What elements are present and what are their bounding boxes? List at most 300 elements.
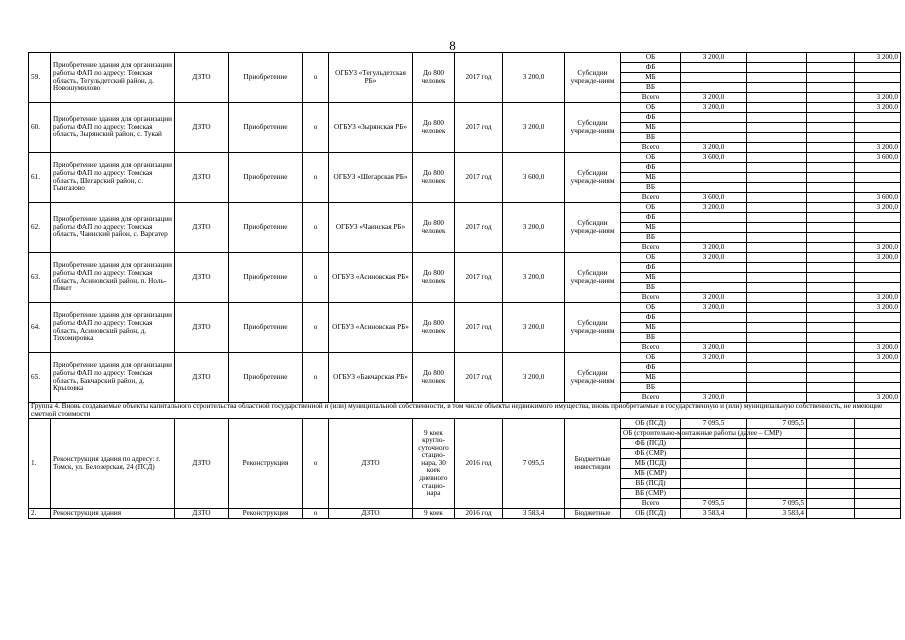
- amount-cell: [807, 303, 855, 313]
- amount-cell: [747, 489, 807, 499]
- work-type: Приобретение: [229, 53, 303, 103]
- amount-cell: [807, 213, 855, 223]
- recipient: ОГБУЗ «Тегульдетская РБ»: [329, 53, 413, 103]
- table-row: [29, 203, 901, 213]
- amount-cell: 3 200,0: [681, 393, 747, 403]
- funding-source: ВБ: [621, 183, 681, 193]
- funding-source: ФБ (ПСД): [621, 439, 681, 449]
- amount-cell: 3 600,0: [681, 153, 747, 163]
- row-number: 59.: [29, 53, 51, 103]
- funding-source: ОБ: [621, 53, 681, 63]
- cost: 3 600,0: [503, 153, 565, 203]
- amount-cell: [747, 449, 807, 459]
- amount-cell: 3 200,0: [681, 203, 747, 213]
- funding-type: Субсидии учрежде-ниям: [565, 203, 621, 253]
- recipient: ОГБУЗ «Асиновская РБ»: [329, 253, 413, 303]
- row-number: 65.: [29, 353, 51, 403]
- amount-cell: [747, 363, 807, 373]
- funding-type: Субсидии учрежде-ниям: [565, 103, 621, 153]
- recipient: ОГБУЗ «Шегарская РБ»: [329, 153, 413, 203]
- amount-cell: [681, 233, 747, 243]
- customer: ДЗТО: [175, 153, 229, 203]
- project-name: Приобретение здания для организации работы ФАП по адресу: Томская область, Шегарский район, с. Гынгазово: [51, 153, 175, 203]
- row-number: 62.: [29, 203, 51, 253]
- amount-cell: [681, 173, 747, 183]
- amount-cell: [807, 393, 855, 403]
- row-number: 63.: [29, 253, 51, 303]
- funding-type: Субсидии учрежде-ниям: [565, 153, 621, 203]
- amount-cell: [855, 133, 901, 143]
- amount-cell: [855, 123, 901, 133]
- recipient: ДЗТО: [329, 509, 413, 519]
- amount-cell: [855, 439, 901, 449]
- amount-cell: [747, 143, 807, 153]
- row-number: 60.: [29, 103, 51, 153]
- cost: 3 583,4: [503, 509, 565, 519]
- amount-cell: 3 200,0: [681, 253, 747, 263]
- amount-cell: 3 583,4: [681, 509, 747, 519]
- amount-cell: [807, 363, 855, 373]
- amount-cell: [747, 353, 807, 363]
- funding-source: ФБ: [621, 113, 681, 123]
- funding-source: Всего: [621, 93, 681, 103]
- amount-cell: [747, 333, 807, 343]
- work-type: Приобретение: [229, 203, 303, 253]
- amount-cell: 3 200,0: [681, 303, 747, 313]
- amount-cell: 3 200,0: [681, 53, 747, 63]
- amount-cell: [807, 479, 855, 489]
- funding-source: ВБ: [621, 233, 681, 243]
- amount-cell: [681, 439, 747, 449]
- funding-type: Субсидии учрежде-ниям: [565, 53, 621, 103]
- page-number: 8: [449, 38, 456, 53]
- amount-cell: [855, 489, 901, 499]
- funding-source: МБ: [621, 373, 681, 383]
- group-heading-row: [29, 403, 901, 419]
- amount-cell: [747, 439, 807, 449]
- funding-source: Всего: [621, 293, 681, 303]
- amount-cell: [747, 53, 807, 63]
- amount-cell: [681, 273, 747, 283]
- cost: 7 095,5: [503, 419, 565, 509]
- amount-cell: [855, 273, 901, 283]
- work-type: Приобретение: [229, 103, 303, 153]
- funding-source: МБ (ПСД): [621, 459, 681, 469]
- project-name: Приобретение здания для организации работы ФАП по адресу: Томская область, Зырянский район, с. Тукай: [51, 103, 175, 153]
- amount-cell: 3 600,0: [855, 193, 901, 203]
- amount-cell: 3 600,0: [681, 193, 747, 203]
- amount-cell: [807, 509, 855, 519]
- amount-cell: [807, 273, 855, 283]
- amount-cell: [747, 213, 807, 223]
- amount-cell: [855, 479, 901, 489]
- funding-source: ФБ: [621, 213, 681, 223]
- amount-cell: [747, 163, 807, 173]
- funding-source: ВБ (ПСД): [621, 479, 681, 489]
- funding-source: ОБ: [621, 353, 681, 363]
- amount-cell: [807, 83, 855, 93]
- project-name: Приобретение здания для организации работы ФАП по адресу: Томская область, Асиновский район, п. Ноль-Пикет: [51, 253, 175, 303]
- amount-cell: [747, 459, 807, 469]
- amount-cell: [855, 63, 901, 73]
- year: 2017 год: [455, 253, 503, 303]
- funding-source: ВБ: [621, 333, 681, 343]
- customer: ДЗТО: [175, 419, 229, 509]
- amount-cell: [807, 173, 855, 183]
- amount-cell: [747, 243, 807, 253]
- amount-cell: [807, 313, 855, 323]
- amount-cell: [747, 73, 807, 83]
- amount-cell: [807, 499, 855, 509]
- amount-cell: [855, 373, 901, 383]
- amount-cell: 7 095,5: [747, 419, 807, 429]
- amount-cell: [747, 323, 807, 333]
- amount-cell: 3 200,0: [681, 93, 747, 103]
- amount-cell: [855, 333, 901, 343]
- funding-type: Субсидии учрежде-ниям: [565, 303, 621, 353]
- amount-cell: [807, 353, 855, 363]
- amount-cell: [807, 449, 855, 459]
- funding-source: Всего: [621, 343, 681, 353]
- year: 2017 год: [455, 303, 503, 353]
- amount-cell: 3 583,4: [747, 509, 807, 519]
- amount-cell: [747, 253, 807, 263]
- table-row: [29, 153, 901, 163]
- funding-source: ВБ: [621, 83, 681, 93]
- amount-cell: [681, 313, 747, 323]
- funding-source: Всего: [621, 143, 681, 153]
- funding-source: ОБ: [621, 153, 681, 163]
- amount-cell: 3 200,0: [855, 53, 901, 63]
- customer: ДЗТО: [175, 509, 229, 519]
- amount-cell: [747, 193, 807, 203]
- amount-cell: 3 200,0: [855, 393, 901, 403]
- mark: о: [303, 53, 329, 103]
- cost: 3 200,0: [503, 53, 565, 103]
- amount-cell: [681, 113, 747, 123]
- amount-cell: 7 095,5: [681, 499, 747, 509]
- capacity: 9 коек: [413, 509, 455, 519]
- capacity: До 800 человек: [413, 103, 455, 153]
- amount-cell: [807, 223, 855, 233]
- recipient: ДЗТО: [329, 419, 413, 509]
- amount-cell: [807, 243, 855, 253]
- amount-cell: 3 200,0: [855, 143, 901, 153]
- amount-cell: [855, 213, 901, 223]
- customer: ДЗТО: [175, 253, 229, 303]
- mark: о: [303, 103, 329, 153]
- amount-cell: [807, 203, 855, 213]
- funding-source: ОБ (ПСД): [621, 509, 681, 519]
- amount-cell: 7 095,5: [681, 419, 747, 429]
- amount-cell: [807, 133, 855, 143]
- amount-cell: [747, 83, 807, 93]
- amount-cell: [855, 383, 901, 393]
- funding-source: ОБ (строительно-монтажные работы (далее – СМР): [621, 429, 681, 439]
- amount-cell: [807, 73, 855, 83]
- funding-source: МБ: [621, 223, 681, 233]
- funding-type: Бюджетные инвестиции: [565, 419, 621, 509]
- amount-cell: [855, 113, 901, 123]
- funding-source: ОБ (ПСД): [621, 419, 681, 429]
- recipient: ОГБУЗ «Чаинская РБ»: [329, 203, 413, 253]
- funding-source: ВБ: [621, 133, 681, 143]
- amount-cell: [855, 459, 901, 469]
- amount-cell: [807, 53, 855, 63]
- amount-cell: [807, 419, 855, 429]
- funding-source: МБ (СМР): [621, 469, 681, 479]
- amount-cell: 3 200,0: [681, 103, 747, 113]
- amount-cell: [807, 439, 855, 449]
- amount-cell: [747, 273, 807, 283]
- cost: 3 200,0: [503, 103, 565, 153]
- amount-cell: [855, 363, 901, 373]
- row-number: 2.: [29, 509, 51, 519]
- amount-cell: 3 200,0: [855, 253, 901, 263]
- amount-cell: [681, 73, 747, 83]
- project-name: Реконструкция здания: [51, 509, 175, 519]
- funding-source: ФБ: [621, 263, 681, 273]
- amount-cell: [681, 489, 747, 499]
- amount-cell: 3 200,0: [855, 103, 901, 113]
- amount-cell: [807, 489, 855, 499]
- funding-source: МБ: [621, 323, 681, 333]
- amount-cell: [807, 333, 855, 343]
- group-heading: Группа 4. Вновь создаваемые объекты капитального строительства областной государственной и (или) муниципальной собственности, в том числе объекты недвижимого имущества, вновь приобретаемые в государственную и (или) муниципальную собственность, не имеющие сметной стоимости: [29, 403, 901, 419]
- row-number: 64.: [29, 303, 51, 353]
- amount-cell: [681, 133, 747, 143]
- funding-type: Субсидии учрежде-ниям: [565, 353, 621, 403]
- mark: о: [303, 303, 329, 353]
- amount-cell: 3 200,0: [681, 243, 747, 253]
- cost: 3 200,0: [503, 303, 565, 353]
- capacity: До 800 человек: [413, 153, 455, 203]
- amount-cell: [681, 163, 747, 173]
- amount-cell: [747, 223, 807, 233]
- amount-cell: [681, 469, 747, 479]
- funding-type: Бюджетные: [565, 509, 621, 519]
- amount-cell: [681, 183, 747, 193]
- amount-cell: [681, 363, 747, 373]
- funding-source: Всего: [621, 243, 681, 253]
- capacity: До 800 человек: [413, 353, 455, 403]
- amount-cell: [681, 323, 747, 333]
- row-number: 1.: [29, 419, 51, 509]
- amount-cell: [747, 373, 807, 383]
- cost: 3 200,0: [503, 203, 565, 253]
- amount-cell: [681, 373, 747, 383]
- recipient: ОГБУЗ «Асиновская РБ»: [329, 303, 413, 353]
- amount-cell: [747, 233, 807, 243]
- customer: ДЗТО: [175, 303, 229, 353]
- amount-cell: [747, 133, 807, 143]
- amount-cell: [747, 203, 807, 213]
- year: 2017 год: [455, 153, 503, 203]
- project-name: Приобретение здания для организации работы ФАП по адресу: Томская область, Чаинский район, с. Варгатер: [51, 203, 175, 253]
- project-name: Приобретение здания для организации работы ФАП по адресу: Томская область, Асиновский район, д. Тихомировка: [51, 303, 175, 353]
- amount-cell: [807, 233, 855, 243]
- amount-cell: [807, 459, 855, 469]
- year: 2016 год: [455, 419, 503, 509]
- amount-cell: [855, 469, 901, 479]
- amount-cell: [747, 103, 807, 113]
- amount-cell: [747, 383, 807, 393]
- amount-cell: 3 200,0: [855, 93, 901, 103]
- year: 2016 год: [455, 509, 503, 519]
- amount-cell: [747, 173, 807, 183]
- funding-type: Субсидии учрежде-ниям: [565, 253, 621, 303]
- amount-cell: [807, 253, 855, 263]
- amount-cell: [747, 123, 807, 133]
- amount-cell: [747, 293, 807, 303]
- mark: о: [303, 153, 329, 203]
- work-type: Приобретение: [229, 353, 303, 403]
- funding-source: МБ: [621, 173, 681, 183]
- year: 2017 год: [455, 353, 503, 403]
- amount-cell: [681, 333, 747, 343]
- funding-source: Всего: [621, 499, 681, 509]
- amount-cell: 3 200,0: [681, 353, 747, 363]
- amount-cell: [855, 173, 901, 183]
- amount-cell: [681, 83, 747, 93]
- mark: о: [303, 419, 329, 509]
- mark: о: [303, 253, 329, 303]
- amount-cell: 3 600,0: [855, 153, 901, 163]
- project-name: Приобретение здания для организации работы ФАП по адресу: Томская область, Тегульдетский район, д. Новошумилово: [51, 53, 175, 103]
- amount-cell: [807, 293, 855, 303]
- amount-cell: 3 200,0: [855, 203, 901, 213]
- amount-cell: [807, 263, 855, 273]
- amount-cell: [747, 313, 807, 323]
- table-row: [29, 353, 901, 363]
- amount-cell: [855, 223, 901, 233]
- amount-cell: [681, 283, 747, 293]
- amount-cell: [747, 183, 807, 193]
- amount-cell: [807, 183, 855, 193]
- amount-cell: [681, 383, 747, 393]
- capacity: До 800 человек: [413, 53, 455, 103]
- funding-source: ВБ: [621, 383, 681, 393]
- work-type: Реконструкция: [229, 419, 303, 509]
- table-row: [29, 509, 901, 519]
- funding-source: ОБ: [621, 203, 681, 213]
- funding-source: МБ: [621, 273, 681, 283]
- work-type: Приобретение: [229, 253, 303, 303]
- mark: о: [303, 203, 329, 253]
- project-name: Приобретение здания для организации работы ФАП по адресу: Томская область, Бакчарский район, д. Крыловка: [51, 353, 175, 403]
- amount-cell: [807, 93, 855, 103]
- table-row: [29, 303, 901, 313]
- amount-cell: [807, 103, 855, 113]
- amount-cell: [681, 223, 747, 233]
- amount-cell: [855, 283, 901, 293]
- amount-cell: [747, 479, 807, 489]
- amount-cell: [855, 499, 901, 509]
- investment-table: [28, 52, 901, 519]
- table-row: [29, 103, 901, 113]
- amount-cell: [681, 479, 747, 489]
- amount-cell: [855, 509, 901, 519]
- funding-source: ФБ: [621, 313, 681, 323]
- amount-cell: [855, 73, 901, 83]
- cost: 3 200,0: [503, 253, 565, 303]
- funding-source: ОБ: [621, 303, 681, 313]
- funding-source: ФБ (СМР): [621, 449, 681, 459]
- mark: о: [303, 353, 329, 403]
- table-row: [29, 419, 901, 429]
- amount-cell: [855, 323, 901, 333]
- funding-source: МБ: [621, 123, 681, 133]
- work-type: Приобретение: [229, 153, 303, 203]
- amount-cell: [681, 449, 747, 459]
- cost: 3 200,0: [503, 353, 565, 403]
- amount-cell: 3 200,0: [681, 343, 747, 353]
- amount-cell: [807, 373, 855, 383]
- amount-cell: [747, 303, 807, 313]
- capacity: До 800 человек: [413, 203, 455, 253]
- amount-cell: [681, 63, 747, 73]
- amount-cell: [807, 123, 855, 133]
- mark: о: [303, 509, 329, 519]
- amount-cell: [681, 459, 747, 469]
- amount-cell: [807, 383, 855, 393]
- amount-cell: [807, 429, 855, 439]
- funding-source: Всего: [621, 193, 681, 203]
- amount-cell: [807, 143, 855, 153]
- capacity: До 800 человек: [413, 253, 455, 303]
- amount-cell: [681, 263, 747, 273]
- funding-source: МБ: [621, 73, 681, 83]
- amount-cell: [681, 123, 747, 133]
- customer: ДЗТО: [175, 203, 229, 253]
- customer: ДЗТО: [175, 53, 229, 103]
- amount-cell: 3 200,0: [855, 343, 901, 353]
- amount-cell: [747, 283, 807, 293]
- year: 2017 год: [455, 203, 503, 253]
- amount-cell: [855, 313, 901, 323]
- recipient: ОГБУЗ «Бакчарская РБ»: [329, 353, 413, 403]
- amount-cell: [855, 163, 901, 173]
- amount-cell: [807, 113, 855, 123]
- funding-source: ФБ: [621, 363, 681, 373]
- amount-cell: [855, 449, 901, 459]
- amount-cell: [807, 323, 855, 333]
- amount-cell: [747, 393, 807, 403]
- amount-cell: [747, 343, 807, 353]
- project-name: Реконструкция здания по адресу: г. Томск, ул. Белозерская, 24 (ПСД): [51, 419, 175, 509]
- amount-cell: 3 200,0: [681, 293, 747, 303]
- amount-cell: 3 200,0: [855, 353, 901, 363]
- row-number: 61.: [29, 153, 51, 203]
- customer: ДЗТО: [175, 103, 229, 153]
- amount-cell: [855, 183, 901, 193]
- amount-cell: [807, 193, 855, 203]
- table-row: [29, 253, 901, 263]
- amount-cell: [855, 429, 901, 439]
- amount-cell: [747, 153, 807, 163]
- amount-cell: [855, 419, 901, 429]
- amount-cell: [855, 263, 901, 273]
- table-row: [29, 53, 901, 63]
- amount-cell: [807, 469, 855, 479]
- funding-source: ОБ: [621, 253, 681, 263]
- amount-cell: [807, 343, 855, 353]
- funding-source: ОБ: [621, 103, 681, 113]
- funding-source: ВБ: [621, 283, 681, 293]
- amount-cell: [747, 113, 807, 123]
- amount-cell: [807, 63, 855, 73]
- capacity: 9 коек кругло-суточного стацио-нара, 30 коек дневного стацио-нара: [413, 419, 455, 509]
